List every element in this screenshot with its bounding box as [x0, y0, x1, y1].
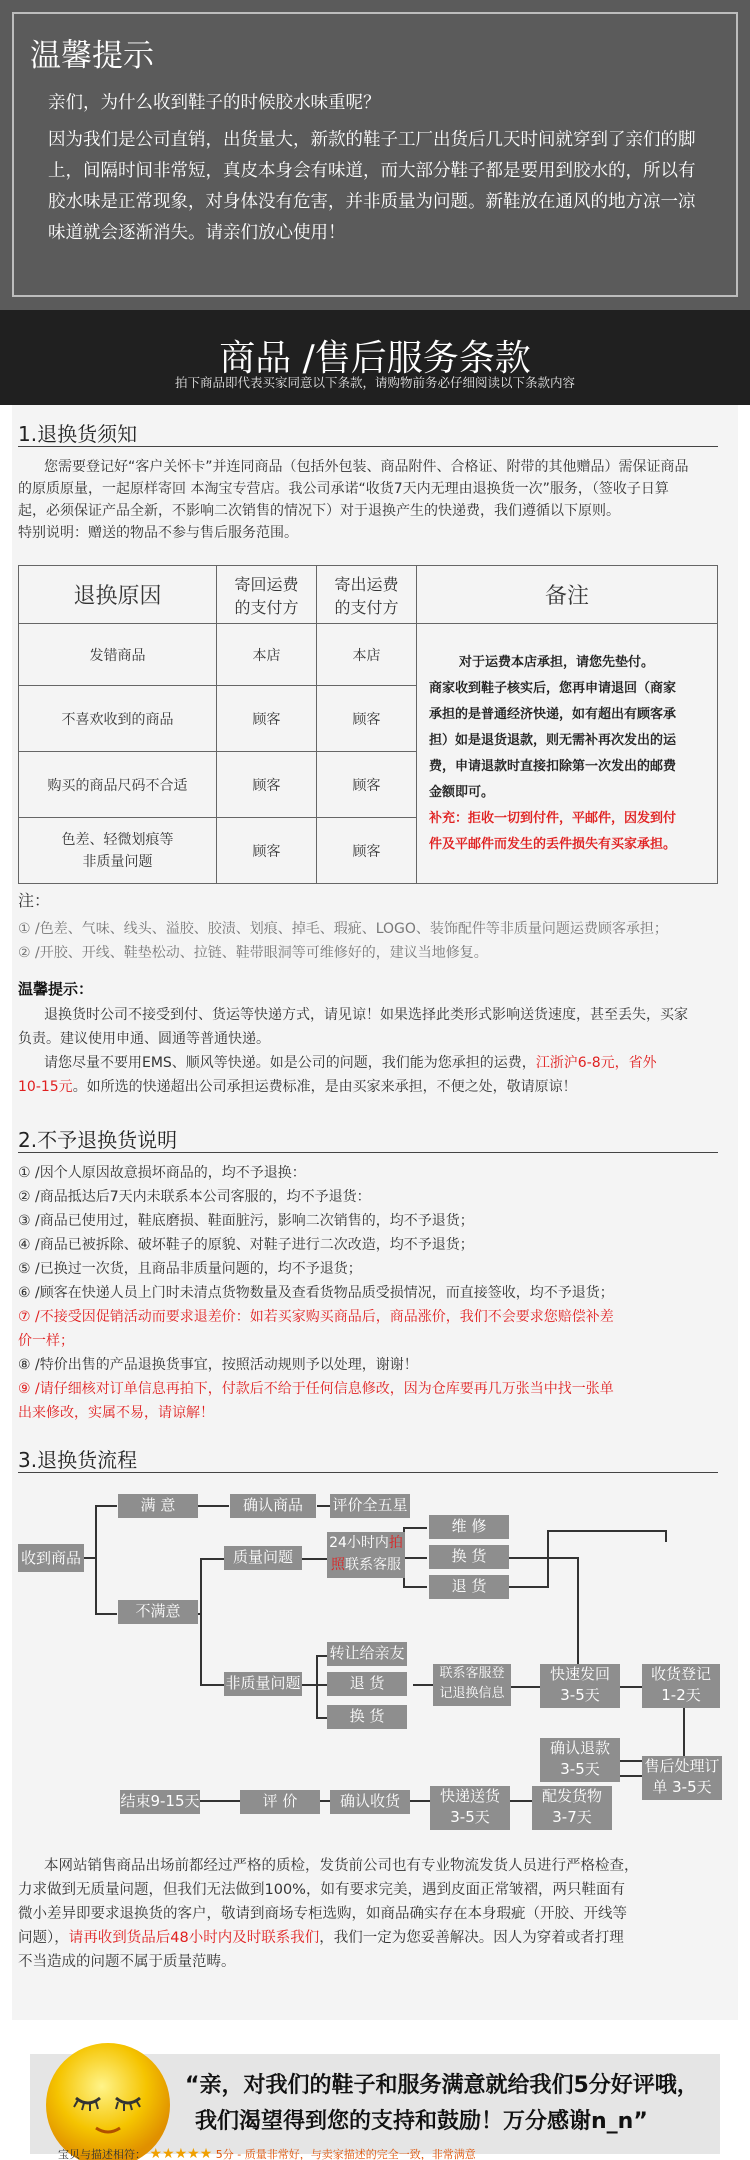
thanks-line1: “亲，对我们的鞋子和服务满意就给我们5分好评哦，: [185, 2073, 699, 2098]
table-cell: 本店: [217, 624, 317, 686]
closing-line: 本网站销售商品出场前都经过严格的质检，发货前公司也有专业物流发货人员进行严格检查，: [44, 1858, 639, 1874]
note-line: 金额即可。: [429, 784, 495, 800]
flow-line: [300, 1684, 328, 1686]
note-line: 对于运费本店承担，请您先垫付。: [459, 654, 655, 670]
star-icon: ★★★★★: [149, 2146, 213, 2160]
rule-item-red: 价一样；: [18, 1333, 74, 1349]
flow-confirm-refund: 确认退款 3-5天: [540, 1738, 620, 1782]
banner-title: 商品 /售后服务条款: [219, 338, 531, 379]
flow-line: [510, 1800, 532, 1802]
flow-exchange: 换 货: [429, 1545, 509, 1569]
flow-line: [200, 1558, 224, 1560]
flow-repair: 维 修: [429, 1515, 509, 1539]
flow-line: [510, 1686, 540, 1688]
section2-title: 2.不予退换货说明: [18, 1128, 178, 1152]
notice-line: 胶水味是正常现象，对身体没有危害，并非质量为问题。新鞋放在通风的地方凉一凉: [48, 192, 696, 212]
notice-line: 因为我们是公司直销，出货量大，新款的鞋子工厂出货后几天时间就穿到了亲们的脚: [48, 130, 696, 150]
flow-line: [95, 1613, 117, 1615]
flow-exchange2: 换 货: [327, 1705, 407, 1729]
note-line: 承担的是普通经济快递，如有超出有顾客承: [429, 706, 677, 722]
flow-return: 退 货: [429, 1575, 509, 1599]
note-line: 担）如是退货退款，则无需补再次发出的运: [429, 732, 677, 748]
table-header: 寄出运费 的支付方: [317, 566, 417, 624]
flow-fast-send: 快速发回 3-5天: [540, 1664, 620, 1708]
table-cell: 色差、轻微划痕等 非质量问题: [19, 818, 217, 884]
table-cell: 发错商品: [19, 624, 217, 686]
flow-line: [403, 1527, 427, 1529]
flow-line: [95, 1505, 117, 1507]
rule-item: ① /因个人原因故意损坏商品的，均不予退换：: [18, 1165, 306, 1181]
table-cell: 顾客: [217, 752, 317, 818]
flow-line: [301, 1558, 327, 1560]
flow-line: [665, 1530, 667, 1542]
flow-gift: 转让给亲友: [327, 1642, 407, 1666]
table-cell: 顾客: [317, 818, 417, 884]
flow-recv-register: 收货登记 1-2天: [642, 1664, 720, 1708]
flow-confirm-receipt: 确认收货: [330, 1790, 410, 1814]
flow-quality: 质量问题: [224, 1546, 302, 1570]
flow-line: [403, 1557, 427, 1559]
note-line-red: 件及平邮件而发生的丢件损失有买家承担。: [429, 836, 677, 852]
section1-title: 1.退换货须知: [18, 422, 138, 446]
flow-return2: 退 货: [327, 1672, 407, 1696]
rule-item: ⑥ /顾客在快递人员上门时未清点货物数量及查看货物品质受损情况，而直接签收，均不予退货；: [18, 1285, 614, 1301]
rule-item: ② /商品抵达后7天内未联系本公司客服的，均不予退货：: [18, 1189, 371, 1205]
rule-item-red: ⑦ /不接受因促销活动而要求退差价：如若买家购买商品后，商品涨价，我们不会要求您赔偿补差: [18, 1309, 614, 1325]
flow-line: [82, 1557, 96, 1559]
flow-line: [547, 1530, 667, 1532]
flow-line: [620, 1686, 642, 1688]
flow-line: [408, 1800, 430, 1802]
flow-nonquality: 非质量问题: [224, 1672, 302, 1696]
notice-question: 亲们，为什么收到鞋子的时候胶水味重呢？: [48, 93, 381, 113]
table-cell: 顾客: [217, 686, 317, 752]
rule-item: ⑤ /已换过一次货，且商品非质量问题的，均不予退货；: [18, 1261, 362, 1277]
flow-line: [95, 1505, 97, 1615]
flow-end: 结束9-15天: [120, 1790, 200, 1814]
notice-title: 温馨提示: [30, 38, 154, 74]
flow-deliver: 配发货物 3-7天: [532, 1786, 612, 1830]
section3-title: 3.退换货流程: [18, 1448, 138, 1472]
notice-line: 味道就会逐渐消失。请亲们放心使用！: [48, 223, 346, 243]
table-header: 备注: [417, 566, 718, 624]
notes-title: 注：: [18, 891, 51, 910]
flow-unsatisfied: 不满意: [118, 1600, 198, 1624]
flow-cs-register: 联系客服登 记退换信息: [433, 1664, 511, 1706]
section1-text: 您需要登记好“客户关怀卡”并连同商品（包括外包装、商品附件、合格证、附带的其他赠品）需保证商品: [44, 459, 689, 475]
rule-item-red: ⑨ /请仔细核对订单信息再拍下，付款后不给于任何信息修改，因为仓库要再几万张当中找一张单: [18, 1381, 614, 1397]
flow-line: [509, 1586, 549, 1588]
flow-fast-ship: 快递送货 3-5天: [430, 1786, 510, 1830]
table-cell: 本店: [317, 624, 417, 686]
rule-item-red: 出来修改，实属不易，请谅解！: [18, 1405, 214, 1421]
flow-review5: 评价全五星: [330, 1494, 410, 1518]
table-header: 寄回运费 的支付方: [217, 566, 317, 624]
special-note: 特别说明：赠送的物品不参与售后服务范围。: [18, 525, 298, 541]
section1-text: 起，必须保证产品全新，不影响二次销售的情况下）对于退换产生的快递费，我们遵循以下原则。: [18, 503, 620, 519]
closing-line: 问题），请再收到货品后48小时内及时联系我们，我们一定为您妥善解决。因人为穿着或者打理: [18, 1930, 624, 1946]
notes-line: ② /开胶、开线、鞋垫松动、拉链、鞋带眼洞等可维修好的，建议当地修复。: [18, 945, 488, 961]
warm-line: 10-15元。如所选的快递超出公司承担运费标准，是由买家来承担，不便之处，敬请原谅！: [18, 1079, 577, 1095]
notice-line: 上，间隔时间非常短，真皮本身会有味道，而大部分鞋子都是要用到胶水的，所以有: [48, 161, 696, 181]
note-line-red: 补充：拒收一切到付件，平邮件，因发到付: [429, 810, 677, 826]
thanks-line2: 我们渴望得到您的支持和鼓励！万分感谢n_n”: [195, 2109, 648, 2134]
warm-line: 负责。建议使用申通、圆通等普通快递。: [18, 1031, 270, 1047]
note-line: 商家收到鞋子核实后，您再申请退回（商家: [429, 680, 677, 696]
flow-line: [547, 1530, 549, 1588]
rule-item: ③ /商品已使用过，鞋底磨损、鞋面脏污，影响二次销售的，均不予退货；: [18, 1213, 474, 1229]
flow-line: [317, 1505, 331, 1507]
table-header: 退换原因: [19, 566, 217, 624]
section1-text: 的原质原量，一起原样寄回 本淘宝专营店。我公司承诺“收货7天内无理由退换货一次”服务，（签收子日算: [18, 481, 669, 497]
rule-item: ⑧ /特价出售的产品退换货事宜，按照活动规则予以处理，谢谢！: [18, 1357, 418, 1373]
warm-line: 请您尽量不要用EMS、顺风等快递。如是公司的问题，我们能为您承担的运费，江浙沪6-8元，省外: [44, 1055, 657, 1071]
table-note: [417, 624, 718, 884]
flow-satisfied: 满 意: [118, 1494, 198, 1518]
flow-line: [316, 1655, 318, 1719]
flow-line: [200, 1800, 240, 1802]
note-line: 费，申请退款时直接扣除第一次发出的邮费: [429, 758, 677, 774]
divider: [18, 446, 718, 447]
table-cell: 不喜欢收到的商品: [19, 686, 217, 752]
flow-contact24: 24小时内拍 照联系客服: [327, 1532, 405, 1578]
flow-line: [197, 1505, 229, 1507]
return-policy-table: [18, 565, 718, 884]
closing-line: 力求做到无质量问题，但我们无法做到100%，如有要求完美，遇到皮面正常皱褶，两只鞋面有: [18, 1882, 625, 1898]
table-cell: 购买的商品尺码不合适: [19, 752, 217, 818]
flow-evaluate: 评 价: [240, 1790, 320, 1814]
rating-row: 宝贝与描述相符： ★★★★★ 5分 - 质量非常好，与卖家描述的完全一致，非常满意: [58, 2146, 476, 2160]
table-cell: 顾客: [317, 752, 417, 818]
flow-line: [200, 1684, 224, 1686]
flow-confirm: 确认商品: [230, 1494, 316, 1518]
warm-line: 退换货时公司不接受到付、货运等快递方式，请见谅！如果选择此类形式影响送货速度，甚至丢失，买家: [44, 1007, 688, 1023]
rule-item: ④ /商品已被拆除、破坏鞋子的原貌、对鞋子进行二次改造，均不予退货；: [18, 1237, 474, 1253]
closing-line: 微小差异即要求退换货的客户，敬请到商场专柜选购，如商品确实存在本身瑕疵（开胶、开线等: [18, 1906, 627, 1922]
closing-line: 不当造成的问题不属于质量范畴。: [18, 1954, 236, 1970]
flow-line: [200, 1558, 202, 1686]
banner-subtitle: 拍下商品即代表买家同意以下条款，请购物前务必仔细阅读以下条款内容: [174, 375, 575, 390]
flow-receive: 收到商品: [18, 1544, 84, 1572]
divider: [18, 1152, 718, 1153]
flow-after-sale: 售后处理订 单 3-5天: [642, 1756, 722, 1800]
notes-line: ① /色差、气味、线头、溢胶、胶渍、划痕、掉毛、瑕疵、LOGO、装饰配件等非质量问题运费顾客承担；: [18, 921, 668, 937]
flow-line: [413, 1684, 433, 1686]
divider: [18, 1472, 718, 1473]
flow-line: [509, 1557, 577, 1559]
smiley-icon: [38, 2040, 178, 2160]
warm-title: 温馨提示：: [18, 980, 94, 998]
table-cell: 顾客: [317, 686, 417, 752]
table-cell: 顾客: [217, 818, 317, 884]
flow-line: [620, 1760, 642, 1762]
flow-line: [403, 1586, 427, 1588]
